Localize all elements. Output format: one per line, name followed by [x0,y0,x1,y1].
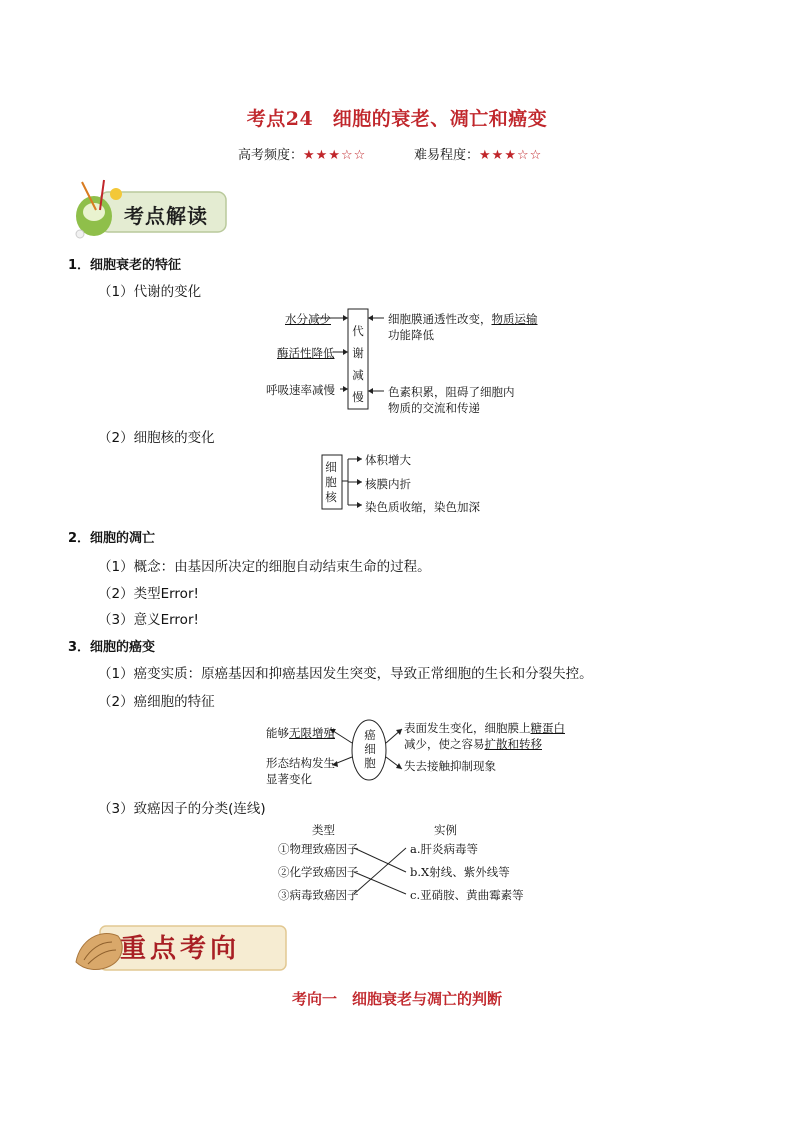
carcinogen-example-header: 实例 [434,823,457,837]
section-2-item-3: （3）意义Error! [98,612,199,628]
carcinogen-type-1: ①物理致癌因子 [278,842,359,856]
cancer-left-2: 形态结构发生 显著变化 [266,756,335,786]
nucleus-item-3: 染色质收缩，染色加深 [365,500,480,514]
metabolism-right-1: 细胞膜通透性改变，物质运输 功能降低 [388,312,538,342]
cancer-right-2: 失去接触抑制现象 [404,759,496,773]
section-1-heading: 1．细胞衰老的特征 [68,258,182,273]
section-1-item-1: （1）代谢的变化 [98,284,202,300]
metabolism-left-1: 水分减少 [285,312,331,326]
metabolism-left-3: 呼吸速率减慢 [266,383,335,397]
difficulty-rating [414,144,542,163]
frequency-stars: ★★★☆☆ [303,148,367,163]
frequency-label: 高考频度： [238,148,304,163]
cancer-right-1: 表面发生变化，细胞膜上糖蛋白 减少，使之容易扩散和转移 [404,721,565,751]
section-3-heading: 3．细胞的癌变 [68,640,156,655]
nucleus-item-1: 体积增大 [365,453,411,467]
nucleus-box-label: 细 胞 核 [325,460,337,504]
carcinogen-example-2: b.X射线、紫外线等 [410,865,510,879]
section-2-item-2: （2）类型Error! [98,586,199,602]
carcinogen-type-header: 类型 [312,823,335,837]
section-3-item-1: （1）癌变实质：原癌基因和抑癌基因发生突变，导致正常细胞的生长和分裂失控。 [98,666,593,682]
section-2-heading: 2．细胞的凋亡 [68,531,156,546]
page-title: 考点24 细胞的衰老、凋亡和癌变 [246,108,548,130]
carcinogen-type-2: ②化学致癌因子 [278,865,359,879]
section-3-item-2: （2）癌细胞的特征 [98,694,215,710]
cancer-left-1: 能够无限增殖 [266,726,335,740]
metabolism-right-2: 色素积累，阻碍了细胞内 物质的交流和传递 [388,385,515,415]
zhongdian-banner-text: 重点考向 [120,934,241,964]
carcinogen-example-1: a.肝炎病毒等 [410,842,479,856]
carcinogen-type-3: ③病毒致癌因子 [278,888,359,902]
section-1-item-2: （2）细胞核的变化 [98,430,215,446]
kaodian-banner-text: 考点解读 [124,204,208,228]
nucleus-item-2: 核膜内折 [365,477,411,491]
metabolism-center: 代 谢 减 慢 [352,324,364,404]
kaoxiang-1-heading: 考向一 细胞衰老与凋亡的判断 [291,990,502,1008]
carcinogen-example-3: c.亚硝胺、黄曲霉素等 [410,888,524,902]
frequency-rating [238,144,366,163]
difficulty-stars: ★★★☆☆ [479,148,543,163]
section-3-item-3: （3）致癌因子的分类(连线) [98,801,266,817]
difficulty-label: 难易程度： [414,148,480,163]
cancer-cell-center: 癌 细 胞 [364,728,376,770]
matching-lines [350,842,410,902]
metabolism-left-2: 酶活性降低 [277,346,335,360]
section-2-item-1: （1）概念：由基因所决定的细胞自动结束生命的过程。 [98,559,431,575]
